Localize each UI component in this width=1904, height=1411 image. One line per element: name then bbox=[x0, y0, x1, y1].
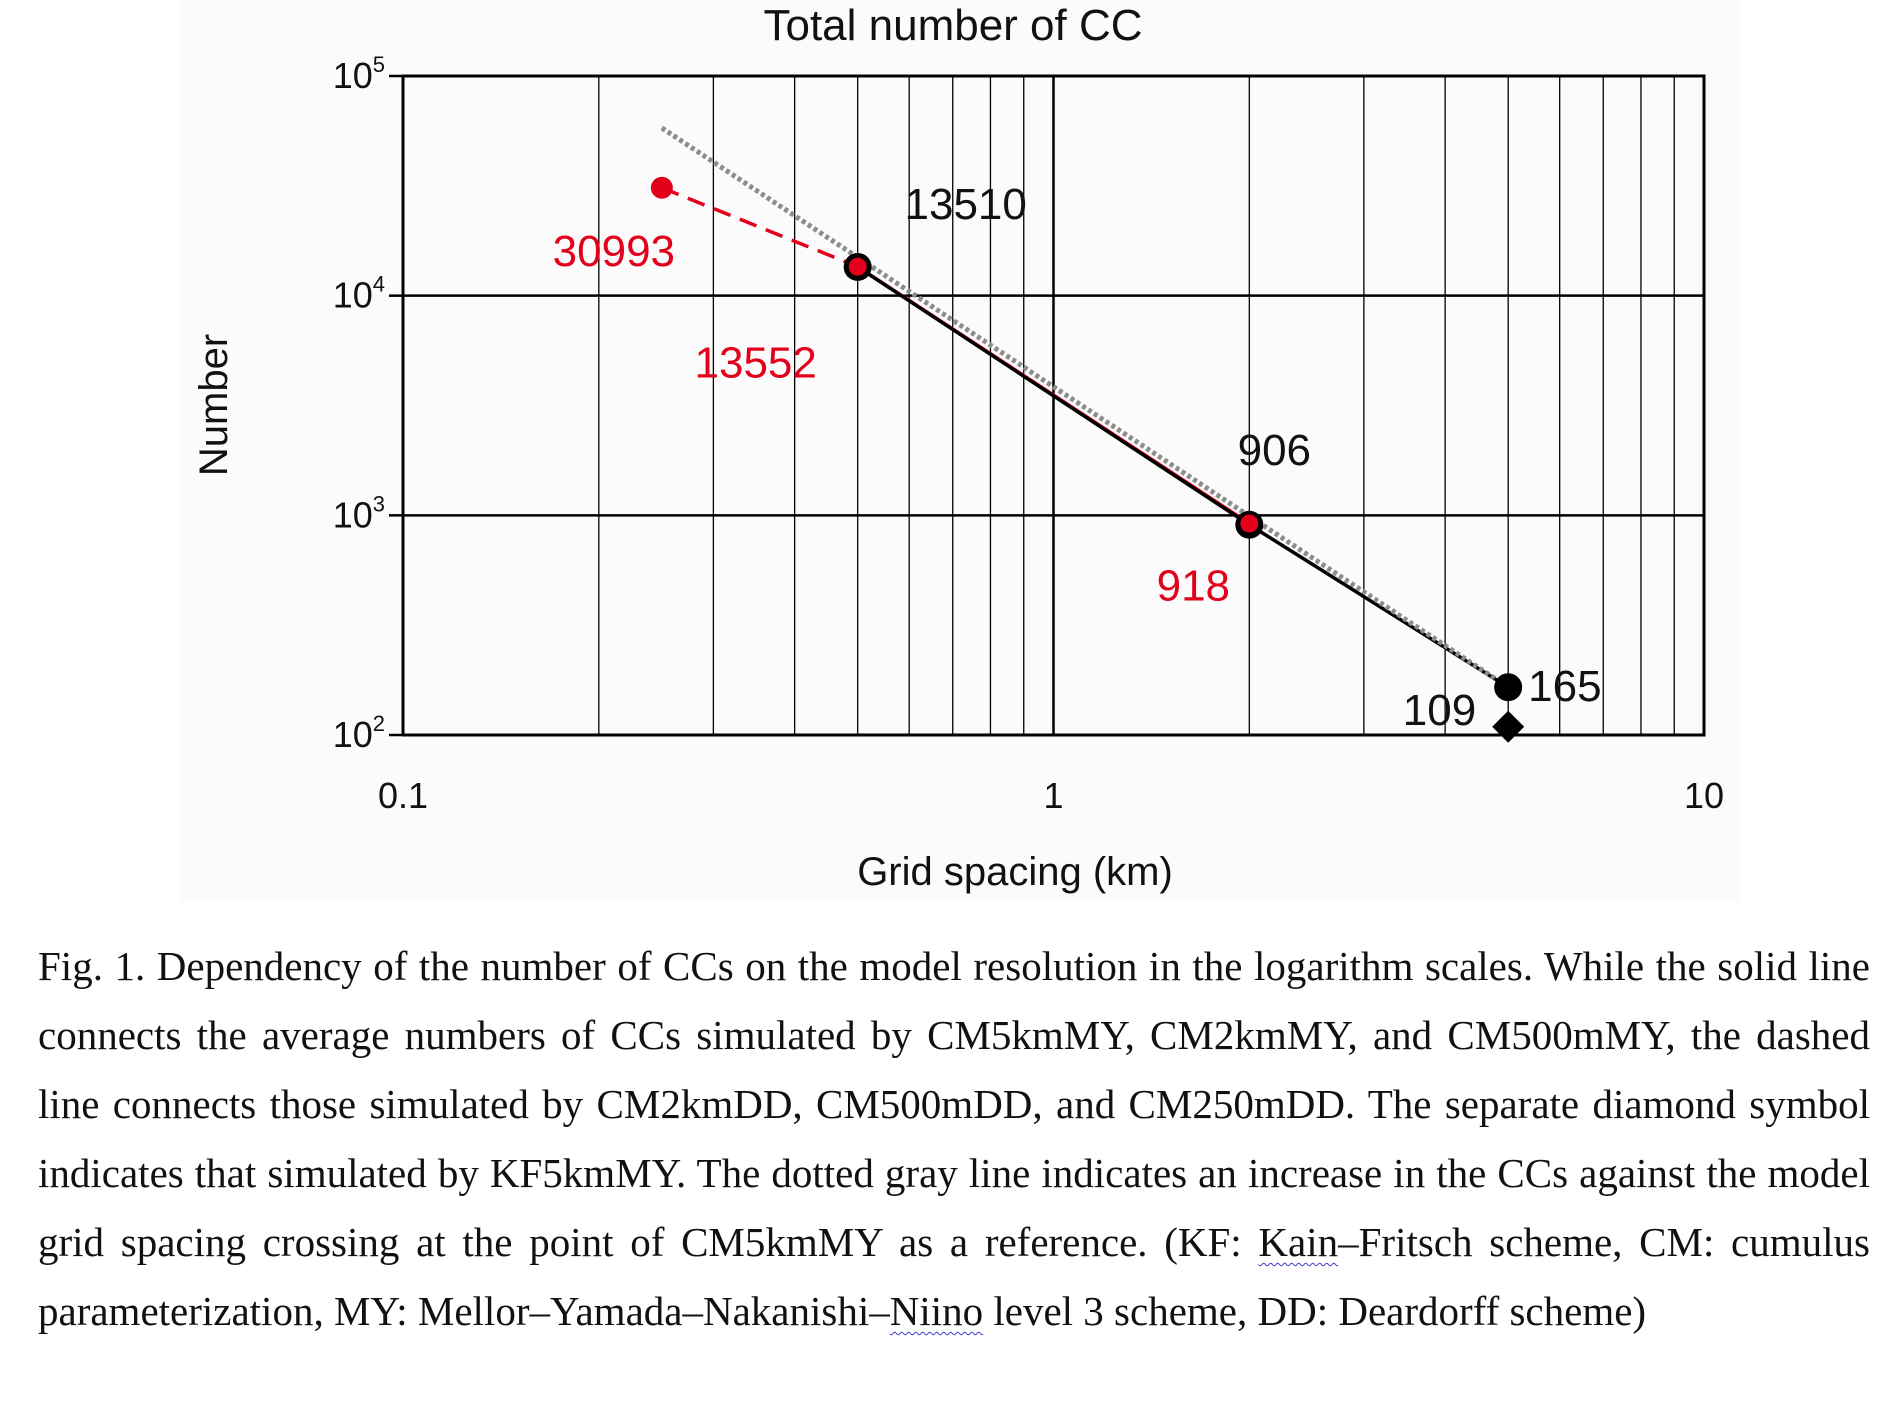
data-label: 165 bbox=[1528, 662, 1602, 712]
caption-text-3: level 3 scheme, DD: Deardorff scheme) bbox=[983, 1288, 1647, 1334]
y-tick-exponent: 3 bbox=[372, 491, 385, 517]
data-label: 109 bbox=[1402, 685, 1477, 735]
data-label: 906 bbox=[1237, 425, 1312, 475]
y-tick-exponent: 4 bbox=[372, 271, 385, 297]
red-point-marker bbox=[849, 258, 867, 276]
y-tick-exponent: 2 bbox=[372, 711, 385, 736]
data-label: 30993 bbox=[552, 226, 676, 276]
y-tick-base: 10 bbox=[332, 714, 373, 755]
x-tick-label: 10 bbox=[1683, 775, 1725, 816]
data-label: 13552 bbox=[694, 338, 817, 388]
red-point-marker bbox=[1240, 514, 1258, 532]
y-axis-label: Number bbox=[192, 333, 236, 477]
x-axis-label: Grid spacing (km) bbox=[857, 850, 1173, 894]
figure-caption bbox=[38, 932, 1870, 1346]
data-label: 918 bbox=[1156, 561, 1231, 611]
y-tick-base: 10 bbox=[332, 274, 373, 316]
caption-text-1: Fig. 1. Dependency of the number of CCs on the model resolution in the logarithm scales. While the solid line connects the average numbers of CCs simulated by CM5kmMY, CM2kmMY, and CM500mMY, the dashed line connects those simulated by CM2kmDD, CM500mDD, and CM250mDD. The separate diamond symbol indicates that simulated by KF5kmMY. The dotted gray line indicates an increase in the CCs against the model grid spacing crossing at the point of CM5kmMY as a reference. (KF: bbox=[38, 943, 1870, 1265]
caption-text-2: –Fritsch scheme, CM: cumulus parameterization, MY: Mellor–Yamada–Nakanishi– bbox=[38, 1219, 1870, 1334]
chart-background bbox=[180, 0, 1740, 900]
caption-text-niino: Niino bbox=[889, 1288, 984, 1334]
caption-text-kain: Kain bbox=[1258, 1219, 1339, 1265]
black-point-marker bbox=[1494, 673, 1522, 701]
chart-title: Total number of CC bbox=[763, 1, 1143, 50]
y-tick-base: 10 bbox=[332, 55, 373, 96]
x-tick-label: 1 bbox=[1043, 775, 1064, 816]
y-tick-base: 10 bbox=[332, 494, 373, 536]
red-point-marker bbox=[651, 177, 673, 199]
x-tick-label: 0.1 bbox=[377, 775, 429, 816]
data-label: 13510 bbox=[904, 179, 1027, 229]
y-tick-exponent: 5 bbox=[372, 52, 385, 77]
